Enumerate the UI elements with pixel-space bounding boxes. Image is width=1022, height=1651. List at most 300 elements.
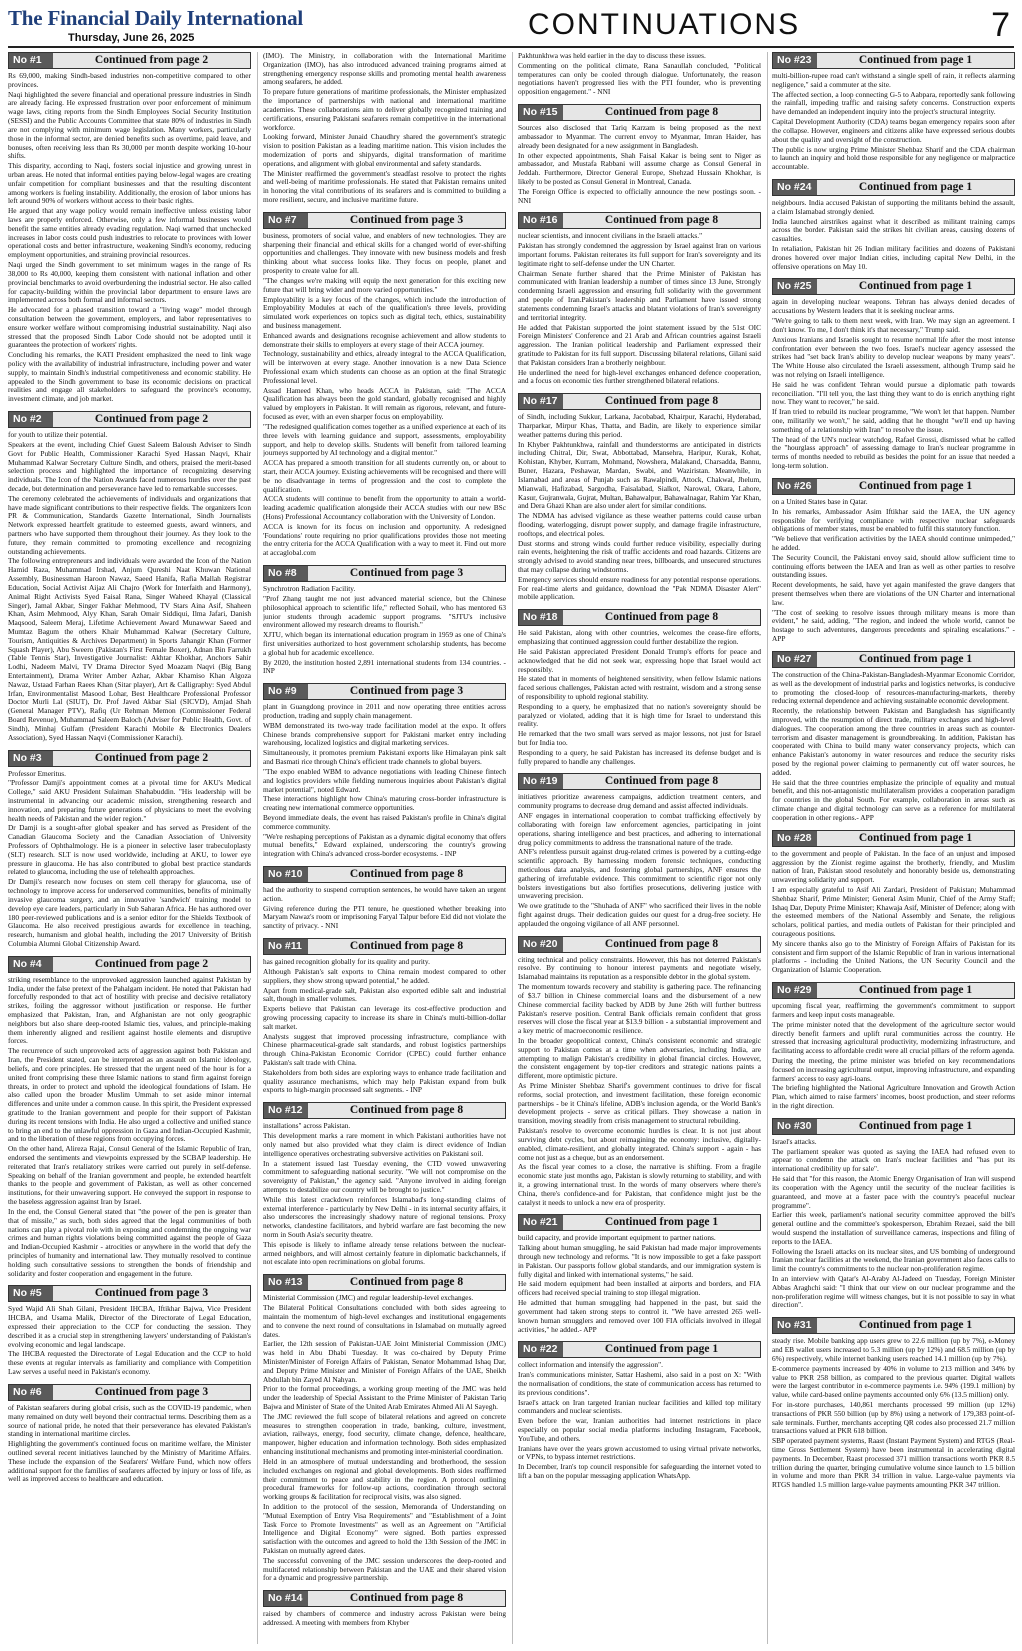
- story: [263, 1102, 506, 1268]
- story-number: No #3: [9, 751, 53, 766]
- story-header: [518, 212, 761, 229]
- story-paragraph: The public is now urging Prime Minister Shehbaz Sharif and the CDA chairman to launch an inquiry and hold those responsible for any negligence or malpractice accountable.: [772, 144, 1015, 172]
- story-paragraph: business, promoters of social value, and enablers of new technologies. They are sharpening their financial and ethical skills for a changed world of ever-shifting opportunities and challenges. They innovate with new business models and fresh thinking about what success looks like. They focus on people, planet and prosperity to create value for all.: [263, 230, 506, 276]
- story-number: No #22: [519, 1342, 563, 1357]
- story-body: [518, 1234, 761, 1334]
- story-number: No #9: [264, 684, 308, 699]
- continued-from-label: Continued from page 8: [349, 868, 464, 880]
- column-1: [8, 52, 251, 1644]
- story: [8, 750, 251, 950]
- story-paragraph: Rs 69,000, making Sindh-based industries non-competitive compared to other provinces.: [8, 71, 251, 89]
- story-paragraph: Professor Emeritus.: [8, 768, 66, 778]
- story-paragraph: On the other hand, Alireza Rajai, Consul General of the Islamic Republic of Iran, endorsed the sentiments and viewpoints expressed by the SCBAP leadership. He reiterated that Iran's retaliatory strikes were carried out purely in self-defense. Speaking on behalf of the Iranian government and people, he extended heartfelt thanks to the people and government of Pakistan, as well as other concerned institutions, for their unwavering support. He conveyed the support in response to the baseless aggression against Iran by Israel.: [8, 1144, 251, 1207]
- story-paragraph: to the government and people of Pakistan. In the face of an unjust and imposed aggression by the Zionist regime against the brotherly, friendly, and Muslim nation of Iran, Pakistan stood resolutely and honorably beside us, demonstrating unwavering solidarity and support.: [772, 848, 1015, 885]
- continued-from-label: Continued from page 8: [349, 1276, 464, 1289]
- story-body: [8, 1305, 251, 1377]
- story-header: [263, 1102, 506, 1119]
- story-body: [263, 1294, 506, 1583]
- story-header: [8, 956, 251, 973]
- story-paragraph: raised by chambers of commerce and industry across Pakistan were being addressed. A meeting with members from Khyber: [263, 1609, 506, 1628]
- story-paragraph: XJTU, which began its international education program in 1959 as one of China's first universities authorized to host government scholarship students, has become a global hub for academic excellence.: [263, 630, 506, 657]
- story-paragraph: Talking about human smuggling, he said Pakistan had made major improvements through new technology and reforms. "It is now impossible to get a fake passport in Pakistan. Our passports follow global standards, and our immigration system is fully digital and linked with international systems," he said.: [518, 1243, 761, 1279]
- story-paragraph: This episode is likely to inflame already tense relations between the nuclear-armed neighbors, and will almost certainly feature in diplomatic backchannels, if not escalate into open recriminations on global forums.: [263, 1239, 506, 1267]
- story-paragraph: Although Pakistan's salt exports to China remain modest compared to other suppliers, they show strong upward potential," he added.: [263, 966, 506, 985]
- story-paragraph: The ceremony celebrated the achievements of individuals and organizations that have made significant contributions to their respective fields. The organizers Icon PR & Communication, Standards Gazette International, Sindh Journalists Network expressed heartfelt gratitude to esteemed guests, award winners, and partners who have supported them throughout their journey. As they look to the future, they remain committed to promoting excellence and recognizing outstanding achievements.: [8, 493, 251, 556]
- continued-from-label: Continued from page 8: [604, 775, 719, 788]
- story-paragraph: Held in an atmosphere of mutual understanding and brotherhood, the session included exchanges on regional and global developments. Both sides reaffirmed their commitment to peace and stability in the region. A protocol outlining procedural frameworks for follow-up actions, coordination through sectoral working groups & facilitation for reciprocal visits, was also signed.: [263, 1456, 506, 1502]
- story: [263, 1590, 506, 1629]
- story: [263, 1274, 506, 1584]
- story-header: [772, 478, 1015, 495]
- column-3: [518, 52, 761, 1644]
- story-paragraph: "Professor Damji's appointment comes at a pivotal time for AKU's Medical College," said AKU President Sulaiman Shahabuddin. "His leadership will be instrumental in advancing our academic mission, strengthening research and innovation, and preparing future generations of physicians to meet the evolving health needs of Pakistan and the wider region.": [8, 778, 251, 823]
- story-header: [263, 1274, 506, 1291]
- story-paragraph: The following entrepreneurs and individuals were awarded the Icon of the Nation Hamid Raza, Muhammad Irshad, Anjum Qureshi Naat Khuwan National Assembly, Businessman Haroon Nawaz, Saeed Hanifa, Rafia Mallah Registrar Education, Social Activist Aijaz Ali Chajro (Work for Interfaith and Harmony), Animal Right Activists Syed Faisal Rana, Singer Waheed Khayal (Classical Singer), Jamal Akbar, Singer Fakhar Mehmood, TV Stars Aina Asif, Shaheen Khan, Asim Mehmood, Alyy Khan, Sarah Omair Siddiqui, Ilma Jafari, Danish Maqsood, Saleem Meraj, Lifetime Achievement Award Munawwar Saeed and Mumtaz Bagum the others Khair Muhammad Kalwar (Secretary Culture, Tourism, Antiquities & Archives Department) in Sports Jahangir Khan (Former Squash Player), Abu Sweero (Pakistan's First Female Boxer), Adnan Bin Farrukh (Table Tennis Star), Investigative Journalist: Akhtar Khokhar, Anchors Sahir Lodhi, Nadeem Malvi, TV Drama Director Syed Moazam Naqvi (Big Bang Entertainment), Drama Writer Amber Azhar, Akbar Khamiso Khan Algoza Nawaz, Ustaad Farhan Raees Khan (Sitar player), Art & Calligraphy: Syed Abdul Irfan, Environmentalist Masood Lohar, Best Healthcare Professional Professor Doctor Murli Lal (SIUT), Dr. Prof Javed Akbar Sial (SICVD), Amjad Shah (General Manager PTV), Rafiq (Ur Rehman Memon (Commissioner Federal Board Revenue), Muhammad Saleem Baloch (Adviser for Public Health, Govt. of Sindh), Minhaj Gulfam (President Karachi Mobile & Electronics Dealers Association), Syed Hassan Naqvi (Commissioner Karachi).: [8, 556, 251, 742]
- story-paragraph: has gained recognition globally for its quality and purity.: [263, 957, 430, 967]
- story-paragraph: Looking forward, Minister Junaid Chaudhry shared the government's strategic vision to position Pakistan as a leading maritime nation. This vision includes the modernization of ports and shipyards, digital transformation of maritime operations, and alignment with global environmental and safety standards.: [263, 132, 506, 168]
- story-body: [263, 886, 506, 931]
- story-body: [518, 413, 761, 602]
- story-paragraph: Israel's attack on Iran targeted Iranian nuclear facilities and killed top military commanders and nuclear scientists.: [518, 1397, 761, 1416]
- story: [772, 52, 1015, 173]
- story-paragraph: While this latest crackdown reinforces Islamabad's long-standing claims of external interference - particularly by New Delhi - in its internal security affairs, it also underscores the increasingly shadowy nature of regional tensions. Proxy networks, clandestine facilitators, and hybrid warfare are fast becoming the new norm in South Asia's security theatre.: [263, 1194, 506, 1239]
- story-paragraph: Highlighting the government's continued focus on maritime welfare, the Minister outlined several recent initiatives launched by the Ministry of Maritime Affairs. These include the expansion of the Seafarers' Welfare Fund, which now offers additional support for the families of seafarers affected by injury or loss of life, as well as improved access to healthcare and education.: [8, 1439, 251, 1484]
- story-paragraph: plant in Guangdong province in 2011 and now operating three entities across production, trading and supply chain management.: [263, 702, 506, 720]
- story-paragraph: Israel's attacks.: [772, 1136, 817, 1146]
- story-paragraph: Anxious Iranians and Israelis sought to resume normal life after the most intense confrontation ever between the two foes. Israel's nuclear agency assessed the strikes had "set back Iran's ability to develop nuclear weapons by many years". The White House also circulated the Israeli assessment, although Trump said he was not relying on Israeli intelligence.: [772, 334, 1015, 379]
- story-number: No #2: [9, 412, 53, 427]
- story-paragraph: Naqi highlighted the severe financial and operational pressure industries in Sindh are already facing. He expressed frustration over poor enforcement of minimum wage laws, citing reports from the Sindh Employees Social Security Institution (SESSI) and the Public Accounts Committee that state 80% of industries in Sindh are not complying with minimum wage legislation. Many workers, particularly those in the informal sector, are denied benefits such as overtime, paid leave, and bonuses, often receiving less than Rs 30,000 per month despite working 10-hour shifts.: [8, 89, 251, 161]
- story-paragraph: We owe gratitude to the "Shuhada of ANF" who sacrificed their lives in the noble fight against drugs. Their dedication guides our quest for a drug-free society. He applauded the ongoing vigilance of all ANF personnel.: [518, 901, 761, 928]
- story-paragraph: Dr Damji's research now focuses on stem cell therapy for glaucoma, use of technology to improve access for underserved communities, benefits of minimally invasive glaucoma surgery, and an innovative 'sandwich' training model to develop eye care leaders, particularly in Sub Saharan Africa. He has authored over 180 peer-reviewed publications and is a senior editor for the Shields Textbook of Glaucoma. He also received prestigious awards for excellence in teaching, research, humanism and global health, including the 2017 University of British Columbia Alumni Global Citizenship Award.: [8, 877, 251, 948]
- story-paragraph: In his remarks, Ambassador Asim Iftikhar said the IAEA, the UN agency responsible for verifying compliance with respective nuclear safeguards obligations of member states, must be enabled to fulfil this statutory function.: [772, 506, 1015, 534]
- story-paragraph: In December, Iran's top council responsible for safeguarding the internet voted to lift a ban on the popular messaging application WhatsApp.: [518, 1462, 761, 1481]
- story-paragraph: ACCA is known for its focus on inclusion and opportunity. A redesigned 'Foundations' route requiring no prior qualifications provides those not meeting the entry criteria for the ACCA Qualification with a way to meet it. Find out more at accaglobal.com: [263, 521, 506, 558]
- story-paragraph: He admitted that human smuggling had happened in the past, but said the government had taken strong steps to control it. "We have arrested 265 well-known human smugglers and removed over 100 FIA officials involved in illegal activities," he added.- APP: [518, 1298, 761, 1334]
- story-body: [518, 1361, 761, 1481]
- story-paragraph: Simultaneously, it promotes premium Pakistani exports like Himalayan pink salt and Basmati rice through China's efficient trade channels to global buyers.: [263, 748, 506, 767]
- story-paragraph: In the broader geopolitical context, China's consistent economic and strategic support to Pakistan comes at a time when adversaries, including India, are attempting to malign Pakistan's credibility in global financial circles. However, the consistent engagement by top-tier creditors and strategic nations paints a different, more optimistic picture.: [518, 1035, 761, 1081]
- story-paragraph: build capacity, and provide important equipment to partner nations.: [518, 1233, 716, 1243]
- continued-from-label: Continued from page 2: [94, 54, 209, 66]
- story-number: No #31: [773, 1318, 817, 1333]
- story-paragraph: The Minister reaffirmed the government's steadfast resolve to protect the rights and well-being of maritime professionals. He stated that Pakistan remains united in honoring the vital contributions of its seafarers and is committed to building a more resilient, secure, and inclusive maritime future.: [263, 168, 506, 204]
- story-number: No #14: [264, 1591, 308, 1606]
- story-paragraph: As Prime Minister Shehbaz Sharif's government continues to drive for fiscal reforms, social protection, and investment facilitation, these foreign economic partnerships - be it China's lifeline, ADB's inclusion agenda, or the World Bank's development projects - serve as critical pillars. They showcase a nation in transition, moving steadily from crisis management to structural rebuilding.: [518, 1081, 761, 1126]
- story-body: [518, 629, 761, 766]
- story-header: [518, 773, 761, 790]
- story-header: [518, 609, 761, 626]
- story-paragraph: By 2020, the institution hosted 2,891 international students from 134 countries. - INP: [263, 657, 506, 676]
- story: [518, 936, 761, 1209]
- story-header: [772, 1118, 1015, 1135]
- story-header: [8, 750, 251, 767]
- story-paragraph: He said that "for this reason, the Atomic Energy Organisation of Iran will suspend its cooperation with the Agency until the security of the nuclear facilities is guaranteed, and move at a faster pace with the country's peaceful nuclear programme".: [772, 1174, 1015, 1210]
- story-paragraph: The Foreign Office is expected to officially announce the new postings soon. - NNI: [518, 186, 761, 205]
- story-number: No #27: [773, 652, 817, 667]
- story-paragraph: Emergency services should ensure readiness for any potential response operations. For real-time alerts and guidance, download the "Pak NDMA Disaster Alert" mobile application.: [518, 574, 761, 602]
- story-number: No #25: [773, 279, 817, 294]
- continued-from-label: Continued from page 2: [94, 413, 209, 426]
- story-paragraph: In other expected appointments, Shah Faisal Kakar is being sent to Niger as ambassador, and Mustafa Rabbani will assume charge as Consul General in Jeddah. Furthermore, Director General Europe, Shehzad Hussain Khokhar, is likely to be posted as Consul General in Montreal, Canada.: [518, 150, 761, 186]
- story-paragraph: He added that Pakistan supported the joint statement issued by the 51st OIC Foreign Ministers' Conference and 21 Arab and African countries against Israeli aggression. The Iranian political leadership and Parliament expressed their gratitude to Pakistan for its full support. Discussing bilateral relations, Gilani said that Pakistan considers Iran a brotherly neighbour.: [518, 322, 761, 367]
- story-number: No #4: [9, 957, 53, 972]
- story: [518, 52, 761, 98]
- story-paragraph: citing technical and policy constraints. However, this has not deterred Pakistan's resolve. By continuing to honour interest payments and negotiate wisely, Islamabad maintains its reputation as a responsible debtor in the global system.: [518, 954, 761, 982]
- section-title: CONTINUATIONS: [528, 8, 801, 41]
- continued-from-label: Continued from page 3: [349, 567, 464, 580]
- story-number: No #6: [9, 1385, 53, 1400]
- story-paragraph: The briefing highlighted the National Agriculture Innovation and Growth Action Plan, which aimed to raise farmers' incomes, boost production, and steer reforms in the right direction.: [772, 1083, 1015, 1110]
- story-paragraph: The IHCBA requested the Directorate of Legal Education and the CCP to hold these events at regular intervals as familiarity and compliance with Competition Law serves a useful need in Pakistan's economy.: [8, 1349, 251, 1377]
- story-body: [772, 1002, 1015, 1111]
- story-number: No #18: [519, 610, 563, 625]
- story-paragraph: Sources also disclosed that Tariq Karzam is being proposed as the next ambassador to Myanmar. The current envoy to Myanmar, Imran Haider, has already been designated for a new assignment in Bangladesh.: [518, 123, 761, 150]
- story-paragraph: Recent developments, he said, have yet again manifested the grave dangers that present themselves when there are violations of the UN Charter and international law.: [772, 580, 1015, 607]
- story-header: [263, 565, 506, 582]
- story-header: [263, 1590, 506, 1607]
- story-paragraph: Iran's communications minister, Sattar Hashemi, also said in a post on X: "With the normalisation of conditions, the state of communication access has returned to its previous conditions".: [518, 1370, 761, 1397]
- story: [263, 565, 506, 677]
- story-paragraph: "We believe that verification activities by the IAEA should continue unimpeded," he added.: [772, 534, 1015, 552]
- continued-from-label: Continued from page 8: [604, 611, 719, 624]
- story-header: [772, 278, 1015, 295]
- story: [263, 866, 506, 932]
- story: [772, 651, 1015, 824]
- story: [518, 773, 761, 929]
- story-paragraph: (IMO). The Ministry, in collaboration with the International Maritime Organization (IMO), has also introduced advanced training programs aimed at strengthening emergency response skills and promoting mental health awareness among seafarers, he added.: [263, 52, 506, 87]
- story-number: No #24: [773, 180, 817, 195]
- continued-from-label: Continued from page 1: [858, 54, 973, 66]
- story-body: [518, 124, 761, 205]
- story-body: [772, 671, 1015, 823]
- story-paragraph: The NDMA has advised vigilance as these weather patterns could cause urban flooding, waterlogging, disrupt power supply, and damage fragile infrastructure, rooftops, and electrical poles.: [518, 511, 761, 538]
- story-number: No #10: [264, 867, 308, 882]
- story-number: No #7: [264, 213, 308, 228]
- continued-from-label: Continued from page 8: [604, 395, 719, 408]
- story-paragraph: multi-billion-rupee road can't withstand a single spell of rain, it reflects alarming negligence," said a commuter at the site.: [772, 71, 1015, 89]
- story-header: [518, 936, 761, 953]
- story-number: No #28: [773, 831, 817, 846]
- story-number: No #1: [9, 53, 53, 68]
- continued-from-label: Continued from page 3: [94, 1287, 209, 1300]
- story-body: [263, 1610, 506, 1628]
- story-paragraph: "We're going to talk to them next week, with Iran. We may sign an agreement. I don't know. To me, I don't think it's that necessary," Trump said.: [772, 316, 1015, 334]
- continued-from-label: Continued from page 3: [94, 1385, 209, 1398]
- continued-from-label: Continued from page 3: [349, 213, 464, 226]
- story-number: No #19: [519, 774, 563, 789]
- story-header: [518, 393, 761, 410]
- story-paragraph: The recurrence of such unprovoked acts of aggression against both Pakistan and Iran, the President stated, can be interpreted as an assault on Islamic ideology, beliefs, and core principles. He stressed that the urgent need of the hour is for a united front comprising these three Islamic nations to stand firm against foreign threats, in order to protect and uphold the ideological foundations of Islam. He also called upon the broader Muslim Ummah to set aside minor internal differences and unite under a common cause. In this spirit, the President expressed gratitude to the Iranian government and people for their support of Pakistan during its recent tensions with India. He also urged a collective and unified stance to bring an end to the unlawful oppression in Gaza and Indian-Occupied Kashmir, and to the liberation of these regions from occupying forces.: [8, 1046, 251, 1144]
- story-number: No #30: [773, 1119, 817, 1134]
- story: [8, 411, 251, 743]
- story-header: [8, 52, 251, 69]
- story-paragraph: In Khyber Pakhtunkhwa, rainfall and thunderstorms are anticipated in districts including Chitral, Dir, Swat, Abbottabad, Mansehra, Haripur, Kurak, Kohat, Kohistan, Khyber, Kurram, Mohmand, Nowshera, Malakand, Charsadda, Bannu, Buner, Hazara, Peshawar, Mardan, Swabi, and Waziristan. Meanwhile, in Islamabad and areas of Punjab such as Rawalpindi, Attock, Chakwal, Jhelum, Mianwali, Hafizabad, Sargodha, Faisalabad, Sialkot, Narowal, Okara, Lahore, Kasur, Gujranwala, Gujrat, Multan, Bahawalpur, Bahawalnagar, Rahim Yar Khan, and Dera Ghazi Khan are also under alert for similar conditions.: [518, 439, 761, 511]
- story-body: [8, 431, 251, 742]
- continued-from-label: Continued from page 8: [349, 1104, 464, 1117]
- continued-from-label: Continued from page 1: [858, 652, 973, 665]
- story-number: No #23: [773, 53, 817, 68]
- story-paragraph: "The cost of seeking to resolve issues through military means is more than evident," he said, adding, "The region, and indeed the whole world, cannot be hostage to such adventures, dangerous precedents and spiraling escalations." - APP: [772, 607, 1015, 644]
- story-header: [518, 1341, 761, 1358]
- continued-from-label: Continued from page 8: [604, 106, 719, 119]
- story-paragraph: In retaliation, Pakistan hit 26 Indian military facilities and dozens of Pakistani drones hovered over major Indian cities, including capital New Delhi, in the offensive operations on May 10.: [772, 244, 1015, 271]
- column-4: [772, 52, 1015, 1644]
- story-paragraph: of Pakistan seafarers during global crisis, such as the COVID-19 pandemic, when many remained on duty well beyond their contractual terms. Describing them as a source of national pride, he noted that their perseverance has elevated Pakistan's standing in international maritime circles.: [8, 1402, 251, 1439]
- story-header: [772, 1317, 1015, 1334]
- continued-from-label: Continued from page 1: [858, 984, 973, 997]
- story-paragraph: ANF's relentless pursuit against drug-related crimes is powered by a cutting-edge scientific approach. By harnessing modern forensic techniques, conducting meticulous data analysis, and fostering global partnerships, ANF ensures the gathering of irrefutable evidence. This commitment to scientific rigor not only bolsters investigations but also fortifies prosecutions, delivering justice with unwavering precision.: [518, 847, 761, 901]
- continued-from-label: Continued from page 1: [858, 180, 973, 193]
- story-paragraph: He said modern equipment had been installed at airports and borders, and FIA officers had received special training to stop illegal migration.: [518, 1279, 761, 1298]
- story-paragraph: He said he was confident Tehran would pursue a diplomatic path towards reconciliation. "I'll tell you, the last thing they want to do is enrich anything right now. They want to recover," he said.: [772, 379, 1015, 407]
- story-header: [518, 104, 761, 121]
- story-number: No #17: [519, 394, 563, 409]
- story-paragraph: ACCA has prepared a smooth transition for all students currently on, or about to start, their ACCA journey. Existing achievements will be recognised and there will be no disadvantage in terms of progression and the cost to complete the qualification.: [263, 458, 506, 494]
- story-body: [518, 232, 761, 386]
- story-paragraph: Following the Israeli attacks on its nuclear sites, and US bombing of underground Iranian nuclear facilities at the weekend, the Iranian government also faces calls to limit the country's commitments to the nuclear non-proliferation regime.: [772, 1246, 1015, 1274]
- story-paragraph: Synchrotron Radiation Facility.: [263, 584, 356, 594]
- story-paragraph: WBM demonstrated its two-way trade facilitation model at the expo. It offers Chinese brands comprehensive support for Pakistani market entry including warehousing, localized logistics and digital marketing services.: [263, 720, 506, 748]
- story-paragraph: "The changes we're making will equip the next generation for this exciting new future that will bring wider and more varied opportunities.": [263, 275, 506, 294]
- story: [263, 683, 506, 860]
- story-paragraph: steady rise. Mobile banking app users grew to 22.6 million (up by 7%), e-Money and EB wallet users increased to 5.3 million (up by 12%) and 68.5 million (up by 6%) respectively, while internet banking users reached 14.1 million (up by 7%).: [772, 1336, 1015, 1363]
- story-body: [263, 1122, 506, 1267]
- story-paragraph: Enhanced awards and designations recognise achievement and allow students to demonstrate their skills to employers at every stage of their ACCA journey.: [263, 330, 506, 349]
- story-paragraph: Earlier this week, parliament's national security committee approved the bill's general outline and the committee's spokesperson, Ebrahim Rezaei, said the bill would suspend the installation of surveillance cameras, inspections and filing of reports to the IAEA.: [772, 1210, 1015, 1246]
- story-paragraph: Capital Development Authority (CDA) teams began emergency repairs soon after the collapse. However, engineers and citizens alike have expressed serious doubts about the quality and oversight of the construction.: [772, 117, 1015, 144]
- story-body: [263, 958, 506, 1095]
- story: [263, 212, 506, 559]
- story-body: [772, 850, 1015, 975]
- story-paragraph: "The expo enabled WBM to advance negotiations with leading Chinese fintech and logistics providers while fielding numerous inquiries about Pakistan's digital market potential", noted Edward.: [263, 766, 506, 794]
- story: [772, 1118, 1015, 1311]
- story: [263, 938, 506, 1096]
- story-paragraph: upcoming fiscal year, reaffirming the government's commitment to support farmers and keep input costs manageable.: [772, 1001, 1015, 1019]
- story-paragraph: He said Pakistan appreciated President Donald Trump's efforts for peace and acknowledged that he did not seek war, expressing hope that Israel would act responsibly.: [518, 646, 761, 674]
- story-paragraph: Assad Hameed Khan, who heads ACCA in Pakistan, said: "The ACCA Qualification has always been the gold standard, globally recognised and highly valued by employers in Pakistan. It will remain as rigorous, relevant, and future-focused as ever, with an even sharper focus on employability.: [263, 385, 506, 422]
- story-paragraph: collect information and intensify the aggression".: [518, 1360, 663, 1370]
- story: [772, 278, 1015, 471]
- newspaper-logo: The Financial Daily International: [8, 6, 304, 30]
- story: [772, 830, 1015, 976]
- continued-from-label: Continued from page 3: [349, 685, 464, 698]
- story-paragraph: Pakistan has strongly condemned the aggression by Israel against Iran on various important forums. Pakistan reiterates its full support for Iran's sovereignty and its legitimate right to self-defense under the UN Charter.: [518, 241, 761, 268]
- columns-container: [8, 52, 1014, 1644]
- story-body: [263, 585, 506, 676]
- story-body: [772, 298, 1015, 470]
- column-divider: [767, 52, 768, 1644]
- story-number: No #20: [519, 937, 563, 952]
- story-header: [263, 866, 506, 883]
- story-paragraph: I am especially grateful to Asif Ali Zardari, President of Pakistan; Muhammad Shehbaz Sharif, Prime Minister; General Asim Munir, Chief of the Army Staff; Ishaq Dar, Deputy Prime Minister; Khawaja Asif, Minister of Defence; along with the esteemed members of the National Assembly and Senate, the religious scholars, political parties, and media outlets of Pakistan for their principled and courageous positions.: [772, 884, 1015, 938]
- story-paragraph: The prime minister noted that the development of the agriculture sector would directly benefit farmers and uplift rural communities across the country. He stressed that increasing agricultural productivity, modernizing infrastructure, and facilitating access to affordable credit were all crucial pillars of the reform agenda.: [772, 1019, 1015, 1056]
- story-paragraph: Even before the war, Iranian authorities had internet restrictions in place especially on popular social media platforms including Instagram, Facebook, YouTube, and others.: [518, 1416, 761, 1443]
- story-paragraph: India launched airstrikes against what it described as militant training camps across the border. Pakistan said the strikes hit civilian areas, causing dozens of casualties.: [772, 216, 1015, 244]
- story-paragraph: He remarked that the two small wars served as major lessons, not just for Israel but for India too.: [518, 729, 761, 747]
- story-paragraph: installations" across Pakistan.: [263, 1121, 351, 1131]
- story-number: No #12: [264, 1103, 308, 1118]
- story-paragraph: The head of the UN's nuclear watchdog, Rafael Grossi, dismissed what he called the "hourglass approach" of assessing damage to Iran's nuclear programme in terms of months needed to rebuild as besides the point for an issue that needed a long-term solution.: [772, 434, 1015, 471]
- story-paragraph: again in developing nuclear weapons. Tehran has always denied decades of accusations by Western leaders that it is seeking nuclear arms.: [772, 297, 1015, 316]
- continued-from-label: Continued from page 8: [604, 214, 719, 227]
- story: [518, 609, 761, 767]
- story-paragraph: To prepare future generations of maritime professionals, the Minister emphasized the importance of partnerships with national and international maritime academies. These collaborations aim to deliver globally recognized training and certifications, ensuring Pakistani seafarers remain competitive in the international workforce.: [263, 87, 506, 132]
- story-number: No #21: [519, 1215, 563, 1230]
- story-header: [8, 411, 251, 428]
- story-header: [518, 1214, 761, 1231]
- story: [518, 1214, 761, 1335]
- story-paragraph: This development marks a rare moment in which Pakistani authorities have not only named but also provided what they claim is direct evidence of Indian intelligence operatives orchestrating subversive activities on Pakistani soil.: [263, 1131, 506, 1158]
- story-paragraph: Concluding his remarks, the KATI President emphasized the need to link wage policy with the availability of industrial infrastructure, including power and water supply, to maintain Sindh's industrial competitiveness and economic stability. He appealed to the Sindh government to base its economic decisions on practical realities and engage all stakeholders to safeguard the province's economy, investment climate, and job market.: [8, 350, 251, 404]
- story-body: [518, 956, 761, 1208]
- story-header: [263, 938, 506, 955]
- story-paragraph: He stated that in moments of heightened sensitivity, when fellow Islamic nations faced serious challenges, Pakistan acted with restraint, wisdom and a strong sense of responsibility to uphold regional stability.: [518, 674, 761, 701]
- story-header: [8, 1384, 251, 1401]
- story-header: [8, 1285, 251, 1302]
- story: [772, 179, 1015, 273]
- story-body: [772, 1138, 1015, 1310]
- continued-from-label: Continued from page 1: [858, 831, 973, 844]
- story-paragraph: striking resemblance to the unprovoked aggression launched against Pakistan by India, under the false pretext of the Pahalgam incident. He noted that Pakistan had forcefully responded to that act of hostility with precise and decisive retaliatory strikes, foiling the aggressor without justification or response. He further emphasized that Pakistan, Iran, and Afghanistan are not only geographic neighbors but also share deep-rooted Islamic ties, values, and principle-making them inherently aligned and resilient against hostile elements and disruptive forces.: [8, 974, 251, 1046]
- story-paragraph: As the fiscal year comes to a close, the narrative is shifting. From a fragile economic state just months ago, Pakistan is slowly returning to stability, and with it, a growing international trust. In the words of many observers where there's China, there's confidence-and for Pakistan, that confidence might just be the catalyst it needs to unlock a new era of prosperity.: [518, 1162, 761, 1207]
- story: [772, 982, 1015, 1112]
- story-paragraph: He argued that any wage policy would remain ineffective unless existing labor laws are properly enforced. Otherwise, only a few informal businesses would benefit the same entities already evading regulation. Naqi warned that unchecked increases in labor costs could push industries to relocate to provinces with lower operational costs and better infrastructure, weakening Sindh's economy, reducing employment opportunities, and straining provincial resources.: [8, 206, 251, 260]
- story-paragraph: Syed Wajid Ali Shah Gilani, President IHCBA, Iftikhar Bajwa, Vice President IHCBA, and Usama Malik, Director of the Directorate of Legal Education, expressed their appreciation to the CCP for conducting the session. They described it as a crucial step in strengthening lawyers' understanding of Pakistan's evolving economic and legal landscape.: [8, 1304, 251, 1349]
- story-number: No #29: [773, 983, 817, 998]
- story-paragraph: Chairman Senate further shared that the Prime Minister of Pakistan has communicated with Iranian leadership a number of times since 13 June, Strongly condemning Israeli aggression and ensuring full solidarity with the government and people of Iran.Pakistan's leadership and Parliament have issued strong statements condemning Israel's attacks and blatant violations of Iran's sovereignty and territorial integrity.: [518, 268, 761, 322]
- story-paragraph: The parliament speaker was quoted as saying the IAEA had refused even to appear to condemn the attack on Iran's nuclear facilities and "has put its international credibility up for sale".: [772, 1146, 1015, 1174]
- story-paragraph: Iranians have over the years grown accustomed to using virtual private networks, or VPNs, to bypass internet restrictions.: [518, 1443, 761, 1462]
- story-paragraph: Responding to a query, he emphasized that no nation's sovereignty should be paralyzed or violated, adding that it is high time for Israel to understand this reality.: [518, 701, 761, 729]
- story-body: [772, 1337, 1015, 1490]
- continued-from-label: Continued from page 2: [94, 751, 209, 764]
- story-number: No #26: [773, 479, 817, 494]
- story-body: [518, 793, 761, 928]
- story-number: No #11: [264, 939, 308, 954]
- story-paragraph: Pakistan's resolve to overcome economic hurdles is clear. It is not just about surviving debt cycles, but about reimagining the economy: inclusive, digitally-enabled, climate-resilient, and globally integrated. China's support - again - has come not just as a cheque, but as an endorsement.: [518, 1126, 761, 1162]
- continued-from-label: Continued from page 1: [858, 479, 973, 492]
- story-paragraph: Dr Damji is a sought-after global speaker and has served as President of the Canadian Glaucoma Society and the Canadian Association of University Professors of Ophthalmology. He is a pioneer in selective laser trabeculoplasty (SLT) research. SLT is now used worldwide, including at AKU, to lower eye pressure in glaucoma. He has also contributed to global best practice standards related to glaucoma, including the use of telehealth approaches.: [8, 823, 251, 877]
- story-paragraph: If Iran tried to rebuild its nuclear programme, "We won't let that happen. Number one, militarily we won't," he said, adding that he thought "we'll end up having something of a relationship with Iran" to resolve the issue.: [772, 407, 1015, 434]
- story-header: [772, 830, 1015, 847]
- story-paragraph: initiatives prioritize awareness campaigns, addiction treatment centers, and community programs to decrease drug demand and assist affected individuals.: [518, 792, 761, 811]
- story-body: [8, 770, 251, 949]
- story-paragraph: In a statement issued last Tuesday evening, the CTD vowed unwavering commitment to safeguarding national security. "We will not compromise on the sovereignty of Pakistan," the agency said. "Anyone involved in aiding foreign attempts to destabilize our country will be brought to justice.": [263, 1158, 506, 1194]
- story-paragraph: The Bilateral Political Consultations concluded with both sides agreeing to maintain the momentum of high-level exchanges and institutional engagements and to convene the next round of consultations in Islamabad on mutually agreed dates.: [263, 1303, 506, 1339]
- story: [772, 478, 1015, 645]
- story: [772, 1317, 1015, 1491]
- story-paragraph: SBP operated payment systems, Raast (Instant Payment System) and RTGS (Real-time Gross Settlement System) have been instrumental in accelerating digital payments. In December, Raast processed 371 million transactions worth PKR 8.5 trillion during the quarter, bringing cumulative volume since launch to 1.5 billion in volume and more than PKR 34 trillion in value. Large-value payments via RTGS handled 1.5 million large-value payments amounting PKR 347 trillion.: [772, 1436, 1015, 1490]
- story-paragraph: Analysts suggest that improved processing infrastructure, compliance with Chinese pharmaceutical-grade salt standards, and robust logistics partnerships through China-Pakistan Economic Corridor (CPEC) could further enhance Pakistan's salt trade with China.: [263, 1031, 506, 1067]
- story: [518, 393, 761, 603]
- story-body: [263, 232, 506, 558]
- story-paragraph: This disparity, according to Naqi, fosters social injustice and growing unrest in urban areas. He noted that informal entities paying below-legal wages are creating unfair competition for compliant businesses and that the resulting discontent among workers is fueling instability. Additionally, the erosion of labor unions has left around 90% of workers without access to their basic rights.: [8, 161, 251, 206]
- story-number: No #13: [264, 1275, 308, 1290]
- story-body: [8, 1404, 251, 1484]
- story: [8, 1384, 251, 1485]
- story-header: [772, 982, 1015, 999]
- story-paragraph: In an interview with Qatar's Al-Araby Al-Jadeed on Tuesday, Foreign Minister Abbas Araghchi said: "I think that our view on our nuclear programme and the non-proliferation regime will witness changes, but it is not possible to say in what direction".: [772, 1274, 1015, 1310]
- story-header: [263, 212, 506, 229]
- story: [263, 52, 506, 206]
- story-paragraph: "The redesigned qualification comes together as a unified experience at each of its three levels with learning guidance and support, assessments, employability support, and help to develop skills. Students will benefit from tailored learning journeys supported by AI technology and a digital mentor.": [263, 421, 506, 458]
- story-paragraph: Technology, sustainability and ethics, already integral to the ACCA Qualification, will be interwoven at every stage. Another innovation is a new Data Science Professional exam which students can choose as an option at the final Strategic Professional level.: [263, 349, 506, 385]
- continued-from-label: Continued from page 2: [94, 957, 209, 970]
- continued-from-label: Continued from page 1: [604, 1216, 719, 1229]
- story-paragraph: For in-store purchases, 140,861 merchants processed 99 million (up 12%) transactions of PKR 550 billion (up by 8%) using a network of 179,383 point-of-sale terminals. Further, merchants accepting QR codes also processed 21.7 million transactions valued at PKR 618 billion.: [772, 1399, 1015, 1436]
- story-body: [8, 976, 251, 1279]
- story-paragraph: Earlier, the 12th session of Pakistan-UAE Joint Ministerial Commission (JMC) was held in Abu Dhabi Tuesday. It was co-chaired by Deputy Prime Minister/Minister of Foreign Affairs of Pakistan, Senator Mohammad Ishaq Dar, and Deputy Prime Minister and Minister of Foreign Affairs of the UAE, Sheikh Abdullah bin Zayed Al Nahyan.: [263, 1339, 506, 1384]
- story-paragraph: neighbours. India accused Pakistan of supporting the militants behind the assault, a claim Islamabad strongly denied.: [772, 197, 1015, 216]
- story-paragraph: E-commerce payments increased by 40% in volume to 213 million and 34% by value to PKR 258 billion, as compared to the previous quarter. Digital wallets were the largest contributor in e-commerce payments i.e. 94% (199.1 million) by value, while card-based online payments accounted only 6% (13.5 million) only.: [772, 1363, 1015, 1400]
- story-header: [263, 683, 506, 700]
- continued-from-label: Continued from page 8: [349, 940, 464, 953]
- masthead: [8, 6, 1014, 46]
- story-body: [772, 498, 1015, 644]
- story-paragraph: Speakers at the event, including Chief Guest Saleem Baloush Adviser to Sindh Govt for Public Health, Commissioner Karachi Syed Hassan Naqvi, Khair Muhammad Kalwar Secretary Culture Sindh, and others, praised the merit-based selection process and highlighted the importance of recognizing deserving individuals. The Icon of the Nation Awards faced numerous hurdles over the past decade, but determination and perseverance have led to remarkable successes.: [8, 439, 251, 493]
- story-paragraph: He advocated for a phased transition toward a "living wage" model through consultation between the government, employers, and labor representatives to ensure worker welfare without compromising industrial sustainability. Naqi also stressed that the proposed Sindh Labor Code should not be adopted until it guarantees the protection of workers' rights.: [8, 305, 251, 350]
- story-paragraph: Ministerial Commission (JMC) and regular leadership-level exchanges.: [263, 1293, 474, 1303]
- issue-date: Thursday, June 26, 2025: [68, 32, 195, 44]
- story-paragraph: Giving reference during the PTI tenure, he questioned whether breaking into Maryam Nawaz's room or imprisoning Faryal Talpur before Eid did not violate the sanctity of privacy. - NNI: [263, 903, 506, 931]
- continued-from-label: Continued from page 1: [858, 1119, 973, 1132]
- story-paragraph: nuclear scientists, and innocent civilians in the Israeli attacks.": [518, 231, 703, 241]
- page-number: 7: [991, 6, 1010, 44]
- story: [8, 956, 251, 1280]
- story-paragraph: The Security Council, the Pakistani envoy said, should allow sufficient time to continuing efforts between the IAEA and Iran as well as other parties to resolve outstanding issues.: [772, 552, 1015, 580]
- story-paragraph: These interactions highlight how China's maturing cross-border infrastructure is creating new international commerce opportunities.: [263, 794, 506, 813]
- story-paragraph: Responding to a query, he said Pakistan has increased its defense budget and is fully prepared to handle any challenges.: [518, 747, 761, 766]
- story-paragraph: He said Pakistan, along with other countries, welcomes the cease-fire efforts, emphasizing that continued aggression could further destabilize the region.: [518, 628, 761, 647]
- story-number: No #15: [519, 105, 563, 120]
- story-paragraph: for youth to utilize their potential.: [8, 430, 108, 440]
- story-paragraph: Pakhtunkhwa was held earlier in the day to discuss these issues.: [518, 52, 706, 60]
- story-paragraph: had the authority to suspend corruption sentences, he would have taken an urgent action.: [263, 885, 506, 903]
- story: [518, 212, 761, 387]
- story-paragraph: "Prof Zhang taught me not just advanced material science, but the Chinese philosophical approach to scientific life," reflected Sohail, who has mentored 63 junior students through academic support programs. "SJTU's inclusive environment allowed my research dreams to flourish.": [263, 593, 506, 630]
- story-paragraph: The JMC reviewed the full scope of bilateral relations and agreed on concrete measures to strengthen cooperation in trade, banking, culture, investment, aviation, railways, energy, food security, climate change, defence, healthcare, manpower, higher education and information technology. Both sides emphasized enhancing institutional mechanisms and promoting inter-ministerial coordination.: [263, 1411, 506, 1457]
- story-paragraph: Prior to the formal proceedings, a working group meeting of the JMC was held under the leadership of Special Assistant to the Prime Minister of Pakistan Tariq Bajwa and Minister of State of the United Arab Emirates Ahmed Ali Al Sayegh.: [263, 1384, 506, 1411]
- story-paragraph: Naqi urged the Sindh government to set minimum wages in the range of Rs 38,000 to Rs 40,000, keeping them consistent with national inflation and other provincial benchmarks to avoid overburdening the industrial sector. He also called for capacity-building within the provincial labor department to ensure laws are implemented across both formal and informal sectors.: [8, 260, 251, 305]
- story-paragraph: Stakeholders from both sides are exploring ways to enhance trade facilitation and quality assurance mechanisms, which may help Pakistan expand from bulk exports to high-margin processed salt segments. - INP: [263, 1067, 506, 1095]
- story: [8, 52, 251, 405]
- story-paragraph: Commenting on the political climate, Rana Sanaullah concluded, "Political temperatures can only be cooled through dialogue. Unfortunately, the reason negotiations haven't progressed lies with the PTI founder, who is preventing opposition engagement." - NNI: [518, 60, 761, 97]
- story-paragraph: ANF engages in international cooperation to combat trafficking effectively by collaborating with foreign law enforcement agencies, participating in joint operations, sharing intelligence and best practices, and adhering to international drug policy commitments to address the transnational nature of the trade.: [518, 811, 761, 847]
- story: [518, 1341, 761, 1482]
- column-2: [263, 52, 506, 1644]
- story-paragraph: ACCA students will continue to benefit from the opportunity to attain a world-leading academic qualification alongside their ACCA studies with our new BSc (Hons) Professional Accountancy collaboration with the University of London.: [263, 494, 506, 521]
- story-paragraph: The successful convening of the JMC session underscores the deep-rooted and multifaceted relationship between Pakistan and the UAE and their shared vision for a dynamic and progressive partnership.: [263, 1555, 506, 1583]
- story-paragraph: Dust storms and strong winds could further reduce visibility, especially during rain events, heightening the risk of traffic accidents and road hazards. Citizens are strongly advised to avoid standing near trees, billboards, and unsecured structures that may collapse during windstorms.: [518, 538, 761, 574]
- story-number: No #5: [9, 1286, 53, 1301]
- story-paragraph: "We're reshaping perceptions of Pakistan as a dynamic digital economy that offers mutual benefits," Edward explained, underscoring the country's growing integration with China's advanced cross-border ecosystems. - INP: [263, 831, 506, 859]
- story-body: [518, 52, 761, 97]
- column-divider: [512, 52, 513, 1644]
- story-paragraph: The momentum towards recovery and stability is gathering pace. The refinancing of $3.7 billion in Chinese commercial loans and the disbursement of a new Chinese commercial facility backed by ADB by June 26th will further buttress Pakistan's reserve position. Central Bank officials remain confident that gross reserves will close the fiscal year at $13.9 billion - a substantial improvement and a key metric of macroeconomic resilience.: [518, 982, 761, 1036]
- story-paragraph: He underlined the need for high-level exchanges enhanced defence cooperation, and a focus on economic ties further strengthened bilateral relations.: [518, 367, 761, 386]
- continued-from-label: Continued from page 8: [349, 1592, 464, 1605]
- story-paragraph: Apart from medical-grade salt, Pakistan also exported edible salt and industrial salt, though in smaller volumes.: [263, 985, 506, 1004]
- story-body: [772, 199, 1015, 272]
- story-body: [263, 52, 506, 205]
- story-paragraph: The construction of the China-Pakistan-Bangladesh-Myanmar Economic Corridor, as well as the development of industrial parks and logistics networks, is conducive to promoting the closed-loop of resources-manufacturing-markets, thereby reducing external dependence and achieving sustainable economic development.: [772, 669, 1015, 706]
- story-header: [772, 179, 1015, 196]
- story-header: [772, 651, 1015, 668]
- story-paragraph: of Sindh, including Sukkur, Larkana, Jacobabad, Khairpur, Karachi, Hyderabad, Tharparkar, Mirpur Khas, Thatta, and Badin, are likely to experience similar weather patterns during this period.: [518, 412, 761, 439]
- continued-from-label: Continued from page 1: [604, 1343, 719, 1356]
- story-number: No #8: [264, 566, 308, 581]
